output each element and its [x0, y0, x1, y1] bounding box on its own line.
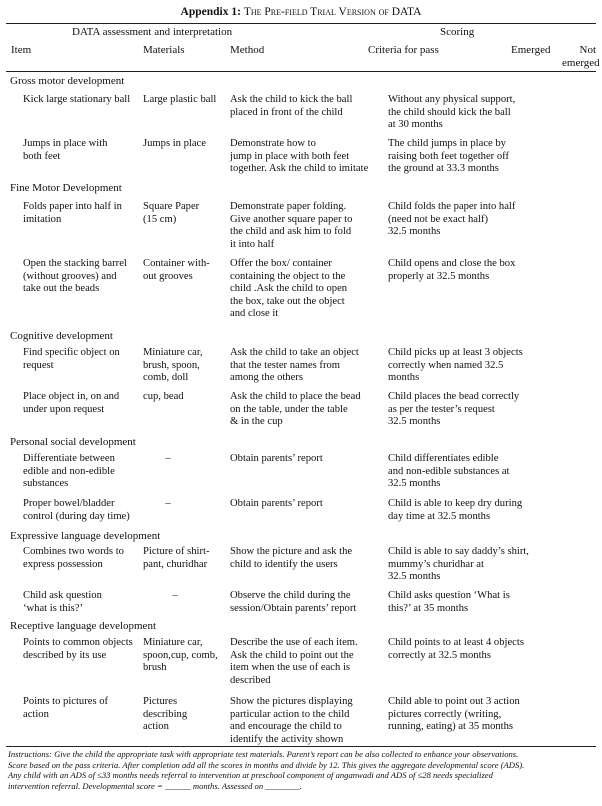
method-cell: Demonstrate how to jump in place with both feet together. Ask the child to imitate	[230, 138, 369, 175]
method-cell: Show the pictures displaying particular action to the child and encourage the child to identify the activity shown	[230, 696, 353, 745]
title-text: The Pre-field Trial Version of DATA	[243, 6, 422, 18]
bottom-rule	[6, 746, 596, 747]
item-cell: Folds paper into half in imitation	[23, 201, 122, 225]
item-cell: Place object in, on and under upon request	[23, 391, 120, 415]
table-title	[0, 6, 602, 18]
header-group-assessment: DATA assessment and interpretation	[72, 26, 233, 38]
method-cell: Ask the child to place the bead on the table, under the table & in the cup	[230, 391, 361, 428]
section-title: Personal social development	[10, 436, 136, 448]
materials-cell: Miniature car, spoon,cup, comb, brush	[143, 637, 218, 674]
top-rule	[6, 23, 596, 24]
materials-cell: Picture of shirt- pant, churidhar	[143, 546, 210, 570]
item-cell: Jumps in place with both feet	[23, 138, 108, 162]
section-title: Cognitive development	[10, 330, 113, 342]
header-criteria: Criteria for pass	[368, 44, 439, 56]
method-cell: Describe the use of each item. Ask the child to point out the item when the use of each is described	[230, 637, 358, 686]
header-method: Method	[230, 44, 265, 56]
criteria-cell: Child places the bead correctly as per the tester’s request 32.5 months	[388, 391, 520, 428]
criteria-cell: Child asks question ‘What is this?’ at 35 months	[388, 590, 510, 614]
method-cell: Ask the child to kick the ball placed in front of the child	[230, 94, 353, 118]
header-emerged: Emerged	[511, 44, 551, 56]
item-cell: Child ask question ‘what is this?’	[23, 590, 102, 614]
materials-cell: cup, bead	[143, 391, 184, 402]
method-cell: Observe the child during the session/Obtain parents’ report	[230, 590, 357, 614]
materials-cell: –	[165, 453, 171, 464]
method-cell: Ask the child to take an object that the tester names from among the others	[230, 347, 359, 384]
header-not-emerged: Not emerged	[562, 44, 600, 69]
item-cell: Combines two words to express possession	[23, 546, 124, 570]
method-cell: Obtain parents’ report	[230, 453, 323, 464]
materials-cell: Square Paper (15 cm)	[143, 201, 200, 225]
materials-cell: Container with- out grooves	[143, 258, 210, 282]
item-cell: Points to common objects described by its use	[23, 637, 133, 661]
criteria-cell: Without any physical support, the child should kick the ball at 30 months	[388, 94, 516, 131]
header-item: Item	[11, 44, 32, 56]
materials-cell: Miniature car, brush, spoon, comb, doll	[143, 347, 203, 384]
materials-cell: –	[172, 590, 178, 601]
method-cell: Demonstrate paper folding. Give another square paper to the child and ask him to fold it into half	[230, 201, 353, 250]
header-materials: Materials	[143, 44, 185, 56]
criteria-cell: Child able to point out 3 action pictures correctly (writing, running, eating) at 35 months	[388, 696, 520, 733]
item-cell: Find specific object on request	[23, 347, 120, 371]
criteria-cell: Child is able to keep dry during day time at 32.5 months	[388, 498, 523, 522]
materials-cell: Jumps in place	[143, 138, 206, 149]
criteria-cell: The child jumps in place by raising both feet together off the ground at 33.3 months	[388, 138, 510, 175]
method-cell: Offer the box/ container containing the object to the child .Ask the child to open the box, take out the object and close it	[230, 258, 348, 320]
header-group-scoring: Scoring	[440, 26, 475, 38]
item-cell: Differentiate between edible and non-edible substances	[23, 453, 115, 490]
criteria-cell: Child folds the paper into half (need not be exact half) 32.5 months	[388, 201, 516, 238]
method-cell: Obtain parents’ report	[230, 498, 323, 509]
criteria-cell: Child is able to say daddy’s shirt, mummy’s churidhar at 32.5 months	[388, 546, 529, 583]
section-title: Gross motor development	[10, 75, 125, 87]
section-title: Fine Motor Development	[10, 182, 122, 194]
item-cell: Proper bowel/bladder control (during day time)	[23, 498, 130, 522]
criteria-cell: Child picks up at least 3 objects correctly when named 32.5 months	[388, 347, 523, 384]
criteria-cell: Child differentiates edible and non-edible substances at 32.5 months	[388, 453, 510, 490]
section-title: Expressive language development	[10, 530, 161, 542]
materials-cell: Large plastic ball	[143, 94, 217, 105]
instructions-footnote: Instructions: Give the child the appropriate task with appropriate test materials. Parent’s report can be also collected to enhance your observations. Score based on the pass criteria. After completion add all the scores in months and divide by 12. This gives the aggregate developmental score (ADS). Any child with an ADS of ≤33 months needs referral to intervention at preschool component of anganwadi and ADS of ≤28 needs specialized intervention referral. Developmental score = ______ months. Assessed on ________.	[8, 749, 525, 791]
materials-cell: –	[165, 498, 171, 509]
section-title: Receptive language development	[10, 620, 156, 632]
item-cell: Points to pictures of action	[23, 696, 109, 720]
criteria-cell: Child points to at least 4 objects correctly at 32.5 months	[388, 637, 524, 661]
item-cell: Kick large stationary ball	[23, 94, 131, 105]
title-label: Appendix 1:	[180, 6, 241, 18]
criteria-cell: Child opens and close the box properly at 32.5 months	[388, 258, 516, 282]
materials-cell: Pictures describing action	[143, 696, 188, 733]
method-cell: Show the picture and ask the child to identify the users	[230, 546, 353, 570]
item-cell: Open the stacking barrel (without grooves) and take out the beads	[23, 258, 127, 295]
header-rule	[6, 71, 596, 72]
